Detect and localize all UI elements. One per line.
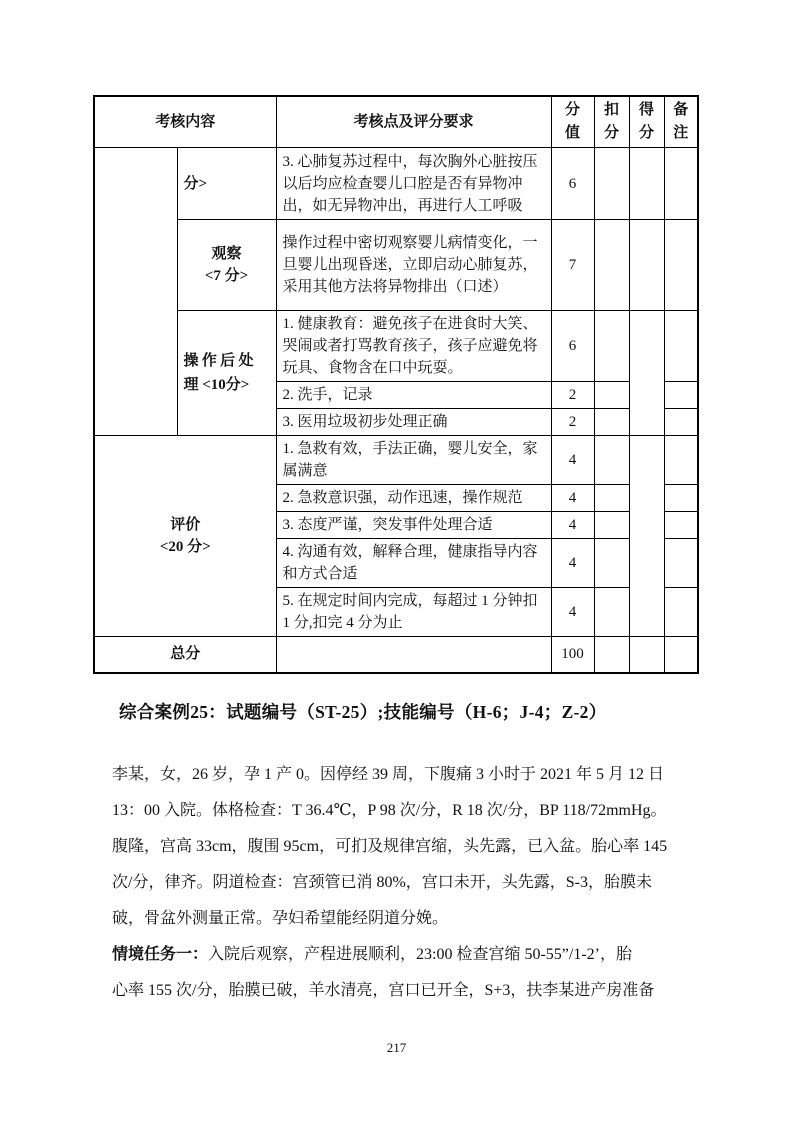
obtained-cell-merged bbox=[629, 311, 664, 436]
deduction-cell bbox=[594, 485, 629, 512]
header-score-label: 分值 bbox=[565, 102, 581, 141]
remark-cell bbox=[664, 539, 698, 588]
obtained-cell bbox=[629, 220, 664, 311]
score-value-cell: 4 bbox=[551, 436, 594, 485]
criteria-cell: 3. 态度严谨，突发事件处理合适 bbox=[276, 512, 551, 539]
subgroup-observe-line1: 观察 bbox=[211, 246, 242, 262]
criteria-cell: 5. 在规定时间内完成，每超过 1 分钟扣 1 分,扣完 4 分为止 bbox=[276, 588, 551, 637]
case-task-line: 心率 155 次/分，胎膜已破，羊水清亮，宫口已开全，S+3，扶李某进产房准备 bbox=[112, 982, 655, 999]
remark-cell bbox=[664, 512, 698, 539]
table-row bbox=[94, 436, 698, 485]
table-row bbox=[94, 311, 698, 382]
header-obtained bbox=[629, 96, 664, 148]
table-row-total bbox=[94, 637, 698, 673]
total-label-cell: 总分 bbox=[94, 637, 276, 673]
score-value-cell: 2 bbox=[551, 382, 594, 409]
score-value-cell: 7 bbox=[551, 220, 594, 311]
total-score-cell: 100 bbox=[551, 637, 594, 673]
obtained-cell bbox=[629, 148, 664, 220]
criteria-cell: 3. 心肺复苏过程中，每次胸外心脏按压以后均应检查婴儿口腔是否有异物冲出，如无异物冲出，再进行人工呼吸 bbox=[276, 148, 551, 220]
subgroup-observe-line2: <7 分> bbox=[204, 268, 249, 284]
remark-cell bbox=[664, 588, 698, 637]
deduction-cell bbox=[594, 637, 629, 673]
criteria-cell: 4. 沟通有效，解释合理，健康指导内容和方式合适 bbox=[276, 539, 551, 588]
remark-cell bbox=[664, 436, 698, 485]
case-line: 腹隆，宫高 33cm，腹围 95cm，可扪及规律宫缩，头先露，已入盆。胎心率 145 bbox=[112, 838, 668, 855]
subgroup-cell-observe bbox=[177, 220, 276, 311]
criteria-cell: 2. 洗手，记录 bbox=[276, 382, 551, 409]
deduction-cell bbox=[594, 148, 629, 220]
score-value-cell: 4 bbox=[551, 485, 594, 512]
deduction-cell bbox=[594, 588, 629, 637]
deduction-cell bbox=[594, 409, 629, 436]
group-cell-empty bbox=[94, 148, 177, 436]
task-label: 情境任务一： bbox=[112, 946, 209, 963]
subgroup-evaluation-line1: 评价 bbox=[170, 517, 201, 533]
case-line: 破，骨盆外测量正常。孕妇希望能经阴道分娩。 bbox=[112, 910, 449, 927]
criteria-cell: 3. 医用垃圾初步处理正确 bbox=[276, 409, 551, 436]
remark-cell bbox=[664, 485, 698, 512]
case-heading: 综合案例25：试题编号（ST-25）;技能编号（H-6；J-4；Z-2） bbox=[119, 702, 607, 722]
criteria-cell-empty bbox=[276, 637, 551, 673]
score-value-cell: 2 bbox=[551, 409, 594, 436]
subgroup-cell-continuation: 分> bbox=[177, 148, 276, 220]
criteria-cell: 2. 急救意识强，动作迅速，操作规范 bbox=[276, 485, 551, 512]
header-content: 考核内容 bbox=[94, 96, 276, 148]
criteria-cell: 1. 急救有效，手法正确，婴儿安全，家属满意 bbox=[276, 436, 551, 485]
header-obtained-label: 得分 bbox=[639, 102, 655, 141]
deduction-cell bbox=[594, 512, 629, 539]
header-deduction-label: 扣分 bbox=[604, 102, 620, 141]
table-row bbox=[94, 148, 698, 220]
criteria-cell: 操作过程中密切观察婴儿病情变化，一旦婴儿出现昏迷，立即启动心肺复苏，采用其他方法将异物排出（口述） bbox=[276, 220, 551, 311]
scoring-table bbox=[93, 95, 699, 674]
remark-cell bbox=[664, 220, 698, 311]
case-task-line bbox=[112, 937, 690, 973]
page-number: 217 bbox=[386, 1040, 407, 1055]
deduction-cell bbox=[594, 436, 629, 485]
deduction-cell bbox=[594, 311, 629, 382]
score-value-cell: 6 bbox=[551, 311, 594, 382]
remark-cell bbox=[664, 382, 698, 409]
obtained-cell bbox=[629, 637, 664, 673]
remark-cell bbox=[664, 148, 698, 220]
table-row bbox=[94, 220, 698, 311]
header-deduction bbox=[594, 96, 629, 148]
subgroup-cell-evaluation bbox=[94, 436, 276, 637]
case-paragraph bbox=[112, 757, 690, 1009]
score-value-cell: 4 bbox=[551, 539, 594, 588]
deduction-cell bbox=[594, 220, 629, 311]
subgroup-evaluation-line2: <20 分> bbox=[159, 539, 211, 555]
obtained-cell-merged bbox=[629, 436, 664, 637]
score-value-cell: 6 bbox=[551, 148, 594, 220]
remark-cell bbox=[664, 311, 698, 382]
case-line: 李某，女，26 岁，孕 1 产 0。因停经 39 周，下腹痛 3 小时于 2021 年 5 月 12 日 bbox=[112, 766, 665, 783]
header-score bbox=[551, 96, 594, 148]
deduction-cell bbox=[594, 382, 629, 409]
header-points: 考核点及评分要求 bbox=[276, 96, 551, 148]
header-remark-label: 备注 bbox=[673, 102, 689, 141]
case-line: 次/分，律齐。阴道检查：宫颈管已消 80%，宫口未开，头先露，S-3，胎膜未 bbox=[112, 874, 653, 891]
header-remark bbox=[664, 96, 698, 148]
remark-cell bbox=[664, 637, 698, 673]
deduction-cell bbox=[594, 539, 629, 588]
task-text: 入院后观察，产程进展顺利，23:00 检查宫缩 50-55”/1-2’，胎 bbox=[208, 946, 632, 963]
subgroup-postop-label: 操作后处理 <10分> bbox=[183, 353, 254, 393]
subgroup-cell-postop bbox=[177, 311, 276, 436]
score-value-cell: 4 bbox=[551, 588, 594, 637]
remark-cell bbox=[664, 409, 698, 436]
table-header-row bbox=[94, 96, 698, 148]
score-value-cell: 4 bbox=[551, 512, 594, 539]
criteria-cell: 1. 健康教育：避免孩子在进食时大笑、哭闹或者打骂教育孩子，孩子应避免将玩具、食物含在口中玩耍。 bbox=[276, 311, 551, 382]
case-line: 13：00 入院。体格检查：T 36.4℃，P 98 次/分，R 18 次/分，BP 118/72mmHg。 bbox=[112, 802, 667, 819]
